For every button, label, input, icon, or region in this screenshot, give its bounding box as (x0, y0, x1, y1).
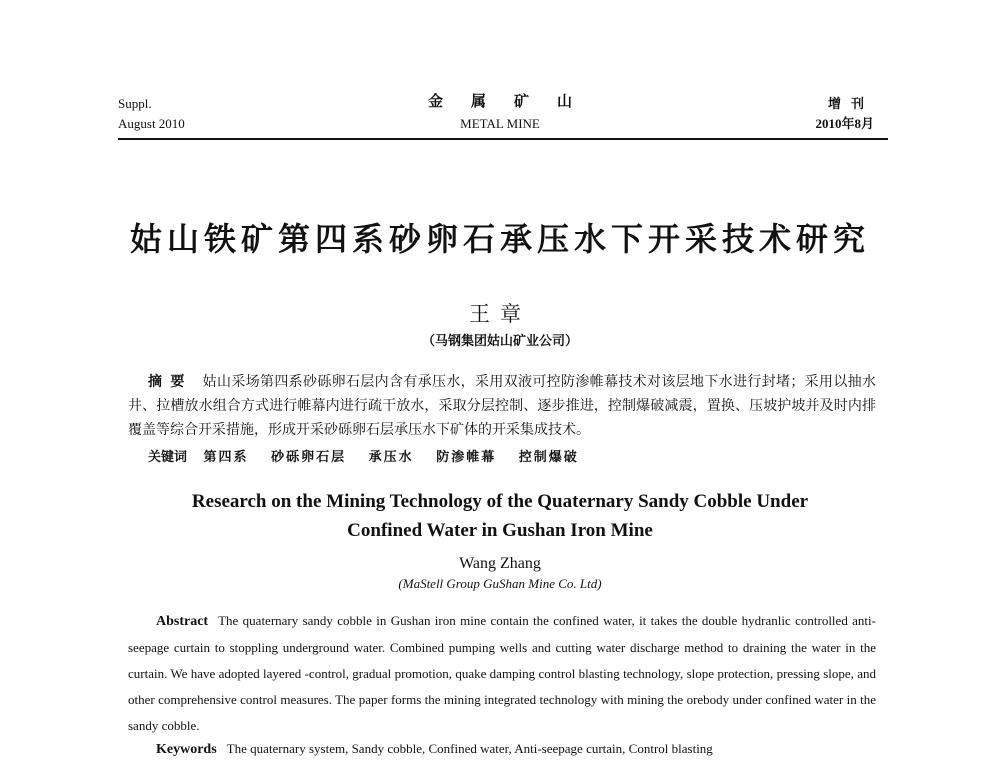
keyword-cn-term: 控制爆破 (518, 450, 579, 465)
abstract-en-label: Abstract (156, 614, 209, 629)
keyword-cn-term: 防渗帷幕 (436, 450, 497, 465)
abstract-en-text: The quaternary sandy cobble in Gushan iron mine contain the confined water, it takes the double hydranlic controlled anti-seepage curtain to stoppling underground water. Combined pumping wells and cutting water discharge method to draining the water in the curtain. We have adopted layered -control, gradual promotion, quake damping control blasting technology, slope protection, pressing slope, and other comprehensive control measures. The paper forms the mining integrated technology with mining the orebody under confined water in the sandy cobble. (128, 613, 876, 733)
header-right (815, 96, 874, 132)
paper-title-en-line2: Confined Water in Gushan Iron Mine (347, 520, 653, 541)
keyword-cn-term: 砂砾卵石层 (271, 450, 347, 465)
keywords-en (156, 741, 713, 758)
header-date-cn: 2010年8月 (815, 116, 874, 131)
abstract-cn-label: 摘要 (148, 374, 193, 390)
abstract-en (128, 608, 876, 739)
abstract-cn-text: 姑山采场第四系砂砾卵石层内含有承压水，采用双液可控防渗帷幕技术对该层地下水进行封堵；采用以抽水井、拉槽放水组合方式进行帷幕内进行疏干放水，采取分层控制、逐步推进，控制爆破减震，置换、压坡护坡并及时内排覆盖等综合开采措施，形成开采砂砾卵石层承压水下矿体的开采集成技术。 (128, 374, 877, 438)
keywords-en-label: Keywords (156, 742, 217, 757)
abstract-cn (128, 370, 876, 442)
author-en: Wang Zhang (459, 555, 541, 572)
header-date-en: August 2010 (118, 116, 185, 131)
author-cn: 王章 (469, 302, 531, 326)
keywords-cn (148, 446, 579, 465)
keyword-cn-term: 第四系 (203, 450, 249, 465)
keyword-cn-term: 承压水 (368, 450, 414, 465)
affiliation-en: (MaStell Group GuShan Mine Co. Ltd) (398, 576, 602, 591)
keywords-cn-label: 关键词 (148, 450, 188, 465)
paper-title-en-line1: Research on the Mining Technology of the Quaternary Sandy Cobble Under (191, 491, 809, 512)
header-divider (118, 138, 888, 140)
affiliation-cn: （马钢集团姑山矿业公司） (421, 333, 578, 348)
paper-title-cn: 姑山铁矿第四系砂卵石承压水下开采技术研究 (129, 220, 870, 258)
keywords-en-text: The quaternary system, Sandy cobble, Confined water, Anti-seepage curtain, Control blasting (226, 741, 713, 756)
header-suppl: Suppl. (118, 96, 152, 111)
journal-title-en: METAL MINE (460, 116, 540, 131)
paper-title-en (0, 487, 1000, 545)
header-suppl-cn: 增刊 (827, 96, 874, 111)
journal-title-cn: 金属矿山 (427, 94, 600, 110)
